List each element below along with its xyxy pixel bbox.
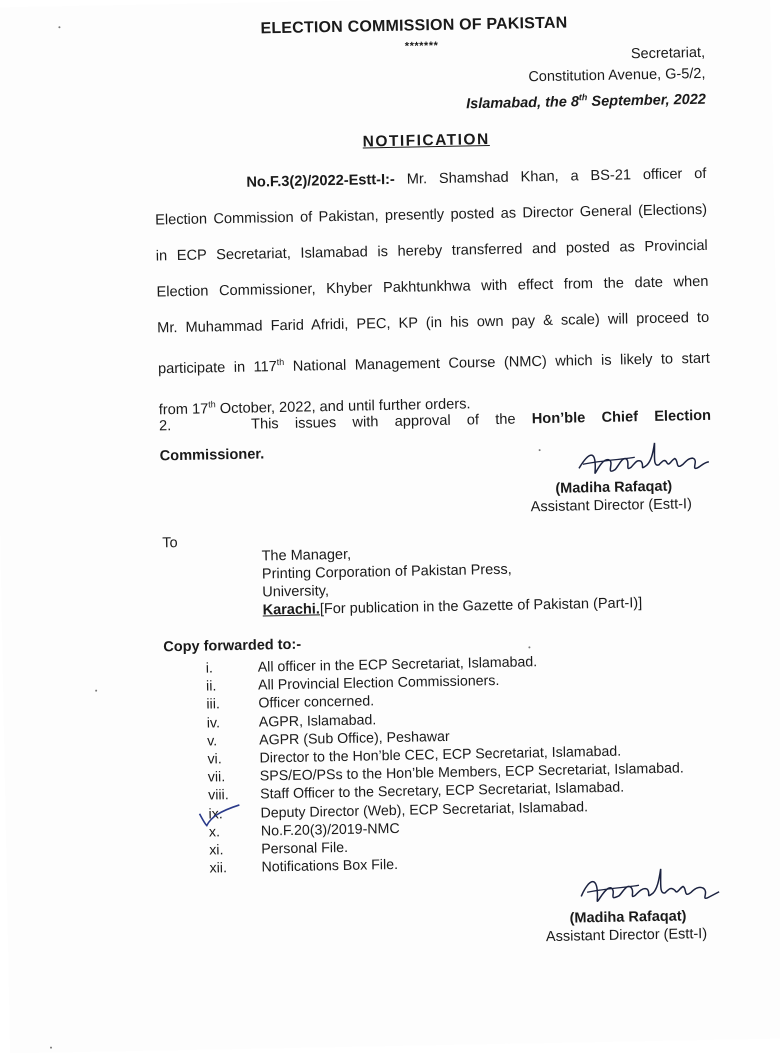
paragraph-2-line-2: Commissioner.: [159, 446, 265, 465]
body-line-5: Mr. Muhammad Farid Afridi, PEC, KP (in his own pay & scale) will proceed to: [157, 309, 710, 337]
body-line-7: from 17th October, 2022, and until further orders.: [158, 396, 471, 419]
list-item: vii. SPS/EO/PSs to the Hon’ble Members, ECP Secretariat, Islamabad.: [207, 760, 684, 786]
signature-1-title: Assistant Director (Estt-I): [530, 496, 692, 516]
list-item: iv. AGPR, Islamabad.: [206, 711, 377, 732]
list-item: vi. Director to the Hon’ble CEC, ECP Secretariat, Islamabad.: [207, 743, 622, 768]
handwritten-tick-icon: [195, 803, 245, 830]
body-line-1: No.F.3(2)/2022-Estt-I:- Mr. Shamshad Khan, a BS-21 officer of: [246, 165, 707, 191]
recipient-line-4: Karachi.[For publication in the Gazette of Pakistan (Part-I)]: [262, 595, 643, 619]
body-line-3: in ECP Secretariat, Islamabad is hereby transferred and posted as Provincial: [155, 237, 708, 265]
scan-speck: [50, 1047, 52, 1049]
list-item: x. No.F.20(3)/2019-NMC: [208, 820, 400, 841]
organization-heading: ELECTION COMMISSION OF PAKISTAN: [260, 14, 568, 38]
body-line-2: Election Commission of Pakistan, presently posted as Director General (Elections): [154, 201, 708, 229]
list-item: viii. Staff Officer to the Secretary, ECP Secretariat, Islamabad.: [208, 779, 625, 804]
address-block: [365, 43, 706, 117]
signature-2-name: (Madiha Rafaqat): [569, 908, 687, 927]
copy-forwarded-heading: Copy forwarded to:-: [163, 636, 302, 656]
list-item: i. All officer in the ECP Secretariat, Islamabad.: [205, 654, 538, 677]
notification-title: NOTIFICATION: [362, 131, 490, 151]
copy-list: [206, 650, 730, 878]
scan-speck: [95, 690, 97, 692]
recipient-line-1: The Manager,: [261, 546, 352, 565]
address-line-2: Constitution Avenue, G-5/2,: [528, 65, 706, 86]
recipient-block: [261, 540, 642, 619]
list-item: xii. Notifications Box File.: [209, 857, 399, 877]
paragraph-2-line-1: 2. This issues with approval of the Hon’ble Chief Election: [158, 407, 712, 435]
paragraph-2-number: 2.: [158, 418, 172, 435]
scan-speck: [58, 26, 60, 28]
signature-2-title: Assistant Director (Estt-I): [545, 925, 708, 946]
scan-speck: [539, 449, 541, 451]
address-line-1: Secretariat,: [630, 44, 706, 63]
body-line-6: participate in 117th National Management Course (NMC) which is likely to start: [157, 350, 711, 378]
list-item: v. AGPR (Sub Office), Peshawar: [207, 728, 450, 750]
address-date-line: Islamabad, the 8th September, 2022: [465, 91, 707, 113]
list-item: xi. Personal File.: [209, 839, 349, 859]
header-stars: *******: [404, 39, 439, 53]
signature-1-name: (Madiha Rafaqat): [555, 478, 673, 497]
recipient-line-2: Printing Corporation of Pakistan Press,: [261, 561, 512, 583]
body-paragraph: [154, 156, 711, 428]
scan-speck: [528, 646, 530, 648]
list-item: iii. Officer concerned.: [206, 693, 375, 713]
signature-2-handwritten: [577, 864, 728, 915]
recipient-line-3: University,: [262, 583, 330, 601]
list-item: ii. All Provincial Election Commissioners.: [205, 673, 500, 695]
body-line-4: Election Commissioner, Khyber Pakhtunkhwa with effect from the date when: [156, 273, 709, 301]
to-label: To: [162, 535, 178, 552]
list-item: ix. Deputy Director (Web), ECP Secretariat, Islamabad.: [208, 798, 589, 823]
